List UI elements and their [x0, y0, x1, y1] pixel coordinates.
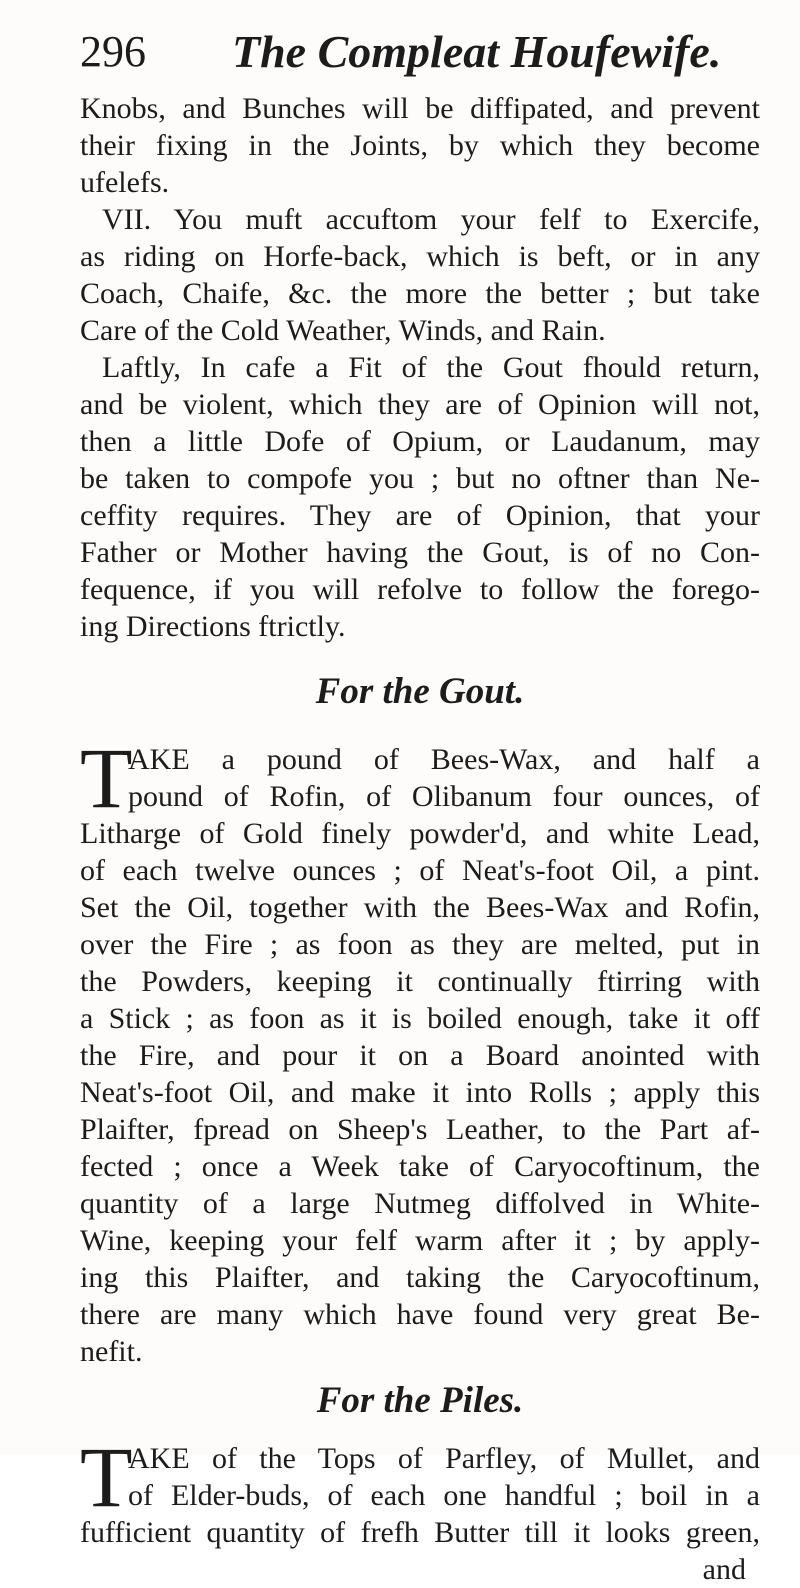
text-line: ing this Plaifter, and taking the Caryocoftinum,: [80, 1261, 760, 1294]
drop-cap: T: [80, 730, 133, 826]
gout-advice-continuation: [80, 90, 760, 645]
text-line: AKE a pound of Bees-Wax, and half a: [128, 743, 760, 776]
text-line: quantity of a large Nutmeg diffolved in White-: [80, 1187, 760, 1220]
text-line: VII. You muft accuftom your felf to Exercife,: [102, 203, 760, 236]
text-line: fequence, if you will refolve to follow the forego-: [80, 573, 760, 606]
text-column: [80, 90, 760, 1588]
text-line: fected ; once a Week take of Caryocoftinum, the: [80, 1150, 760, 1183]
text-line: be taken to compofe you ; but no oftner than Ne-: [80, 462, 760, 495]
text-line: Coach, Chaife, &c. the more the better ; but take: [80, 277, 760, 310]
text-line: and be violent, which they are of Opinion will not,: [80, 388, 760, 421]
piles-recipe: [80, 1429, 760, 1588]
text-line: of each twelve ounces ; of Neat's-foot Oil, a pint.: [80, 854, 760, 887]
text-line: ufelefs.: [80, 166, 170, 199]
text-line: Neat's-foot Oil, and make it into Rolls ; apply this: [80, 1076, 760, 1109]
text-line: Laftly, In cafe a Fit of the Gout fhould return,: [102, 351, 760, 384]
text-line: their fixing in the Joints, by which they become: [80, 129, 760, 162]
text-line: nefit.: [80, 1335, 143, 1368]
text-line: pound of Rofin, of Olibanum four ounces, of: [128, 780, 760, 813]
text-line: a Stick ; as foon as it is boiled enough, take it off: [80, 1002, 760, 1035]
text-line: Set the Oil, together with the Bees-Wax and Rofin,: [80, 891, 760, 924]
text-line: Knobs, and Bunches will be diffipated, and prevent: [80, 92, 760, 125]
catchword: and: [702, 1553, 746, 1586]
text-line: Wine, keeping your felf warm after it ; by apply-: [80, 1224, 760, 1257]
text-line: of Elder-buds, of each one handful ; boil in a: [128, 1479, 760, 1512]
text-line: AKE of the Tops of Parfley, of Mullet, and: [128, 1442, 760, 1475]
text-line: Father or Mother having the Gout, is of no Con-: [80, 536, 760, 569]
section-heading-gout: For the Gout.: [315, 671, 525, 712]
text-line: as riding on Horfe-back, which is beft, or in any: [80, 240, 760, 273]
text-line: Litharge of Gold finely powder'd, and white Lead,: [80, 817, 760, 850]
book-title: The Compleat Houfewife.: [232, 26, 722, 77]
text-line: Plaifter, fpread on Sheep's Leather, to the Part af-: [80, 1113, 760, 1146]
text-line: Care of the Cold Weather, Winds, and Rain.: [80, 314, 606, 347]
text-line: ceffity requires. They are of Opinion, that your: [80, 499, 760, 532]
text-line: the Fire, and pour it on a Board anointed with: [80, 1039, 760, 1072]
text-line: over the Fire ; as foon as they are melted, put in: [80, 928, 760, 961]
gout-recipe: [80, 730, 760, 1370]
page-number: 296: [80, 27, 146, 76]
section-heading-piles: For the Piles.: [316, 1380, 524, 1421]
running-head: [80, 22, 780, 82]
drop-cap: T: [80, 1429, 133, 1525]
text-line: then a little Dofe of Opium, or Laudanum, may: [80, 425, 760, 458]
text-line: the Powders, keeping it continually ftirring with: [80, 965, 760, 998]
text-line: fufficient quantity of frefh Butter till it looks green,: [80, 1516, 760, 1549]
text-line: ing Directions ftrictly.: [80, 610, 346, 643]
text-line: there are many which have found very great Be-: [80, 1298, 760, 1331]
